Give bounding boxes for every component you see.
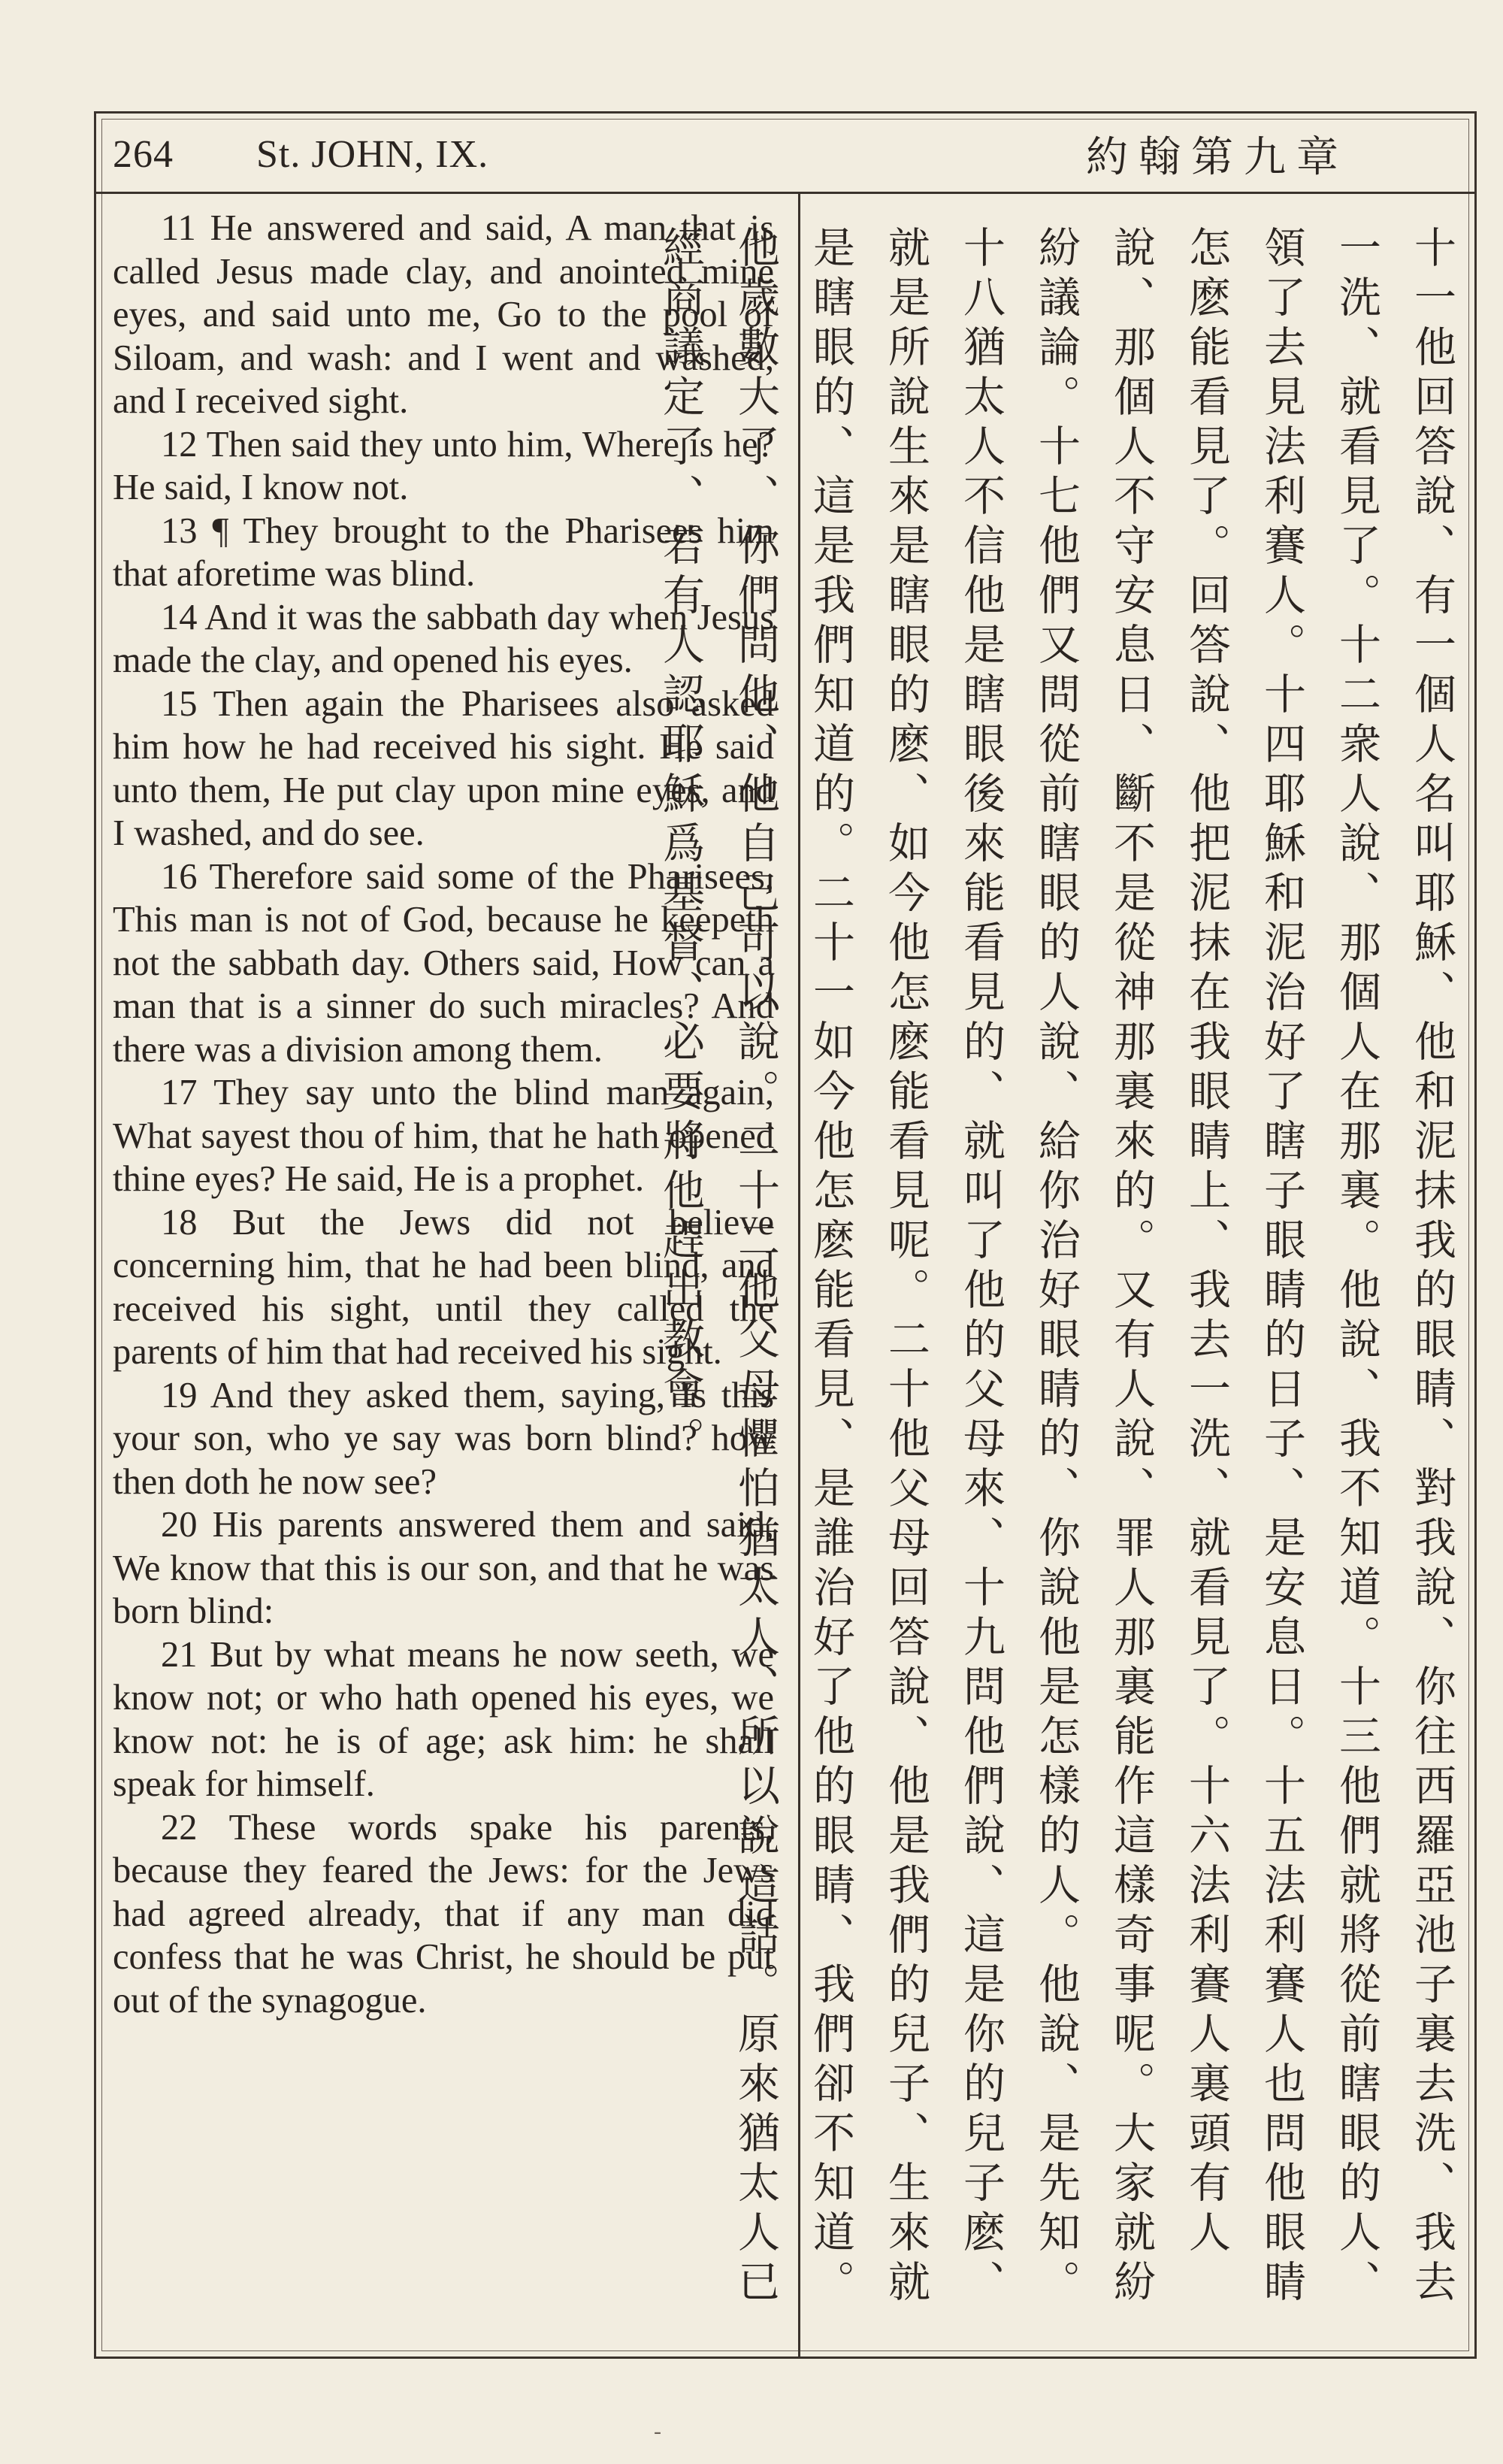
running-header [113,120,488,188]
verse: 12 Then said they unto him, Where is he? He said, I know not. [113,424,774,507]
verse: 11 He answered and said, A man that is called Jesus made clay, and anointed mine eyes, and said unto me, Go to the pool of Siloam, and wash: and I went and washed, and I received sight. [113,208,774,421]
verse: 15 Then again the Pharisees also asked him how he had received his sight. He said unto them, He put clay upon mine eyes, and I washed, and do see. [113,683,774,853]
verse: 22 These words spake his parents, because they feared the Jews: for the Jews had agreed already, that if any man did confess that he was Christ, he should be put out of the synagogue. [113,1807,774,2021]
verse: 13 ¶ They brought to the Pharisees him that aforetime was blind. [113,510,774,594]
chinese-column [656,226,1469,2338]
header-rule [94,192,1477,194]
verse: 18 But the Jews did not believe concerning him, that he had been blind, and received his sight, until they called the parents of him that had received his sight. [113,1202,774,1372]
verse: 19 And they asked them, saying, Is this your son, who ye say was born blind? how then doth he now see? [113,1375,774,1502]
verse: 17 They say unto the blind man again, What sayest thou of him, that he hath opened thine eyes? He said, He is a prophet. [113,1073,774,1199]
verse: 14 And it was the sabbath day when Jesus made the clay, and opened his eyes. [113,597,774,680]
page-number: 264 [113,132,174,176]
verse: 16 Therefore said some of the Pharisees, This man is not of God, because he keepeth not the sabbath day. Others said, How can a man that is a sinner do such miracles? And there was a division among them. [113,856,774,1070]
verse: 20 His parents answered them and said, We know that this is our son, and that he was born blind: [113,1505,774,1631]
verse: 21 But by what means he now seeth, we know not; or who hath opened his eyes, we know not: he is of age; ask him: he shall speak for himself. [113,1634,774,1804]
running-title: St. JOHN, IX. [256,132,489,176]
chinese-running-title: 約翰第九章 [1086,135,1349,181]
chinese-text: 十一他回答說、有一個人名叫耶穌、他和泥抹我的眼睛、對我說、你往西羅亞池子裏去洗、我去一洗、就看見了。十二衆人說、那個人在那裏。他說、我不知道。十三他們就將從前瞎眼的人、領了去見法利賽人。十四耶穌和泥治好了瞎子眼睛的日子、是安息日。十五法利賽人也問他眼睛怎麽能看見了。回答說、他把泥抹在我眼睛上、我去一洗、就看見了。十六法利賽人裏頭有人說、那個人不守安息日、斷不是從神那裏來的。又有人說、罪人那裏能作這樣奇事呢。大家就紛紛議論。十七他們又問從前瞎眼的人說、給你治好眼睛的、你說他是怎樣的人。他說、是先知。十八猶太人不信他是瞎眼後來能看見的、就叫了他的父母來、十九問他們說、這是你的兒子麽、就是所說生來是瞎眼的麽、如今他怎麽能看見呢。二十他父母回答說、他是我們的兒子、生來就是瞎眼的、這是我們知道的。二十一如今他怎麽能看見、是誰治好了他的眼睛、我們卻不知道。他歲數大了、你們問他、他自己可以說。二十二他父母懼怕猶太人、所以說這話。原來猶太人已經商議定了、若有人認耶穌爲基督、必要將他趕出教會。 [656,226,1456,2309]
footer-mark: - [654,2419,661,2444]
